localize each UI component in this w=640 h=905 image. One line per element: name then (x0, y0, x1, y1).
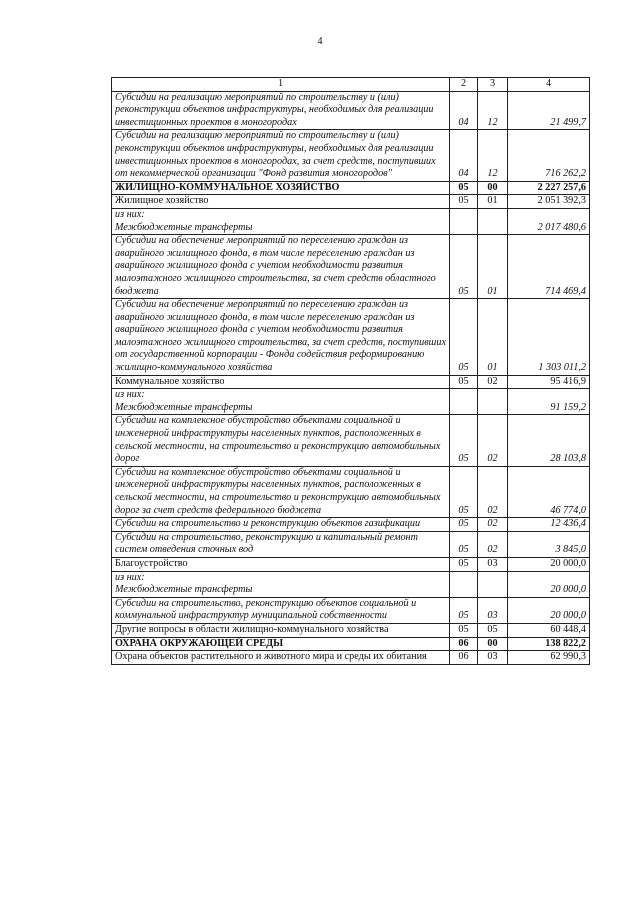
row-subsection: 02 (478, 375, 508, 389)
row-amount: 12 436,4 (508, 518, 590, 532)
row-description: Жилищное хозяйство (112, 195, 450, 209)
row-section: 05 (450, 518, 478, 532)
row-section: 04 (450, 91, 478, 130)
row-section (450, 571, 478, 597)
row-description: Субсидии на строительство, реконструкцию объектов социальной и коммунальной инфраструктур муниципальной собственности (112, 597, 450, 623)
row-amount: 60 448,4 (508, 623, 590, 637)
row-description: Охрана объектов растительного и животного мира и среды их обитания (112, 651, 450, 665)
row-subtitle: Межбюджетные трансферты (115, 401, 253, 413)
table-row (112, 637, 590, 651)
table-row (112, 557, 590, 571)
row-amount: 1 303 011,2 (508, 299, 590, 376)
row-description: Субсидии на реализацию мероприятий по строительству и (или) реконструкции объектов инфраструктуры, необходимых для реализации инвестиционных проектов в моногородах, за счет средств, поступивших от некоммерческой организации "Фонд развития моногородов" (112, 130, 450, 181)
row-description: Коммунальное хозяйство (112, 375, 450, 389)
table-row (112, 181, 590, 195)
row-note: из них: (115, 571, 145, 583)
table-row (112, 375, 590, 389)
row-description (112, 571, 450, 597)
row-amount: 62 990,3 (508, 651, 590, 665)
table-row (112, 91, 590, 130)
row-section: 04 (450, 130, 478, 181)
row-subsection: 12 (478, 91, 508, 130)
row-section: 05 (450, 375, 478, 389)
row-amount: 2 227 257,6 (508, 181, 590, 195)
row-section: 05 (450, 466, 478, 517)
row-description: Субсидии на комплексное обустройство объектами социальной и инженерной инфраструктуры населенных пунктов, расположенных в сельской местности, на строительство и реконструкцию автомобильных дорог (112, 415, 450, 466)
row-section: 05 (450, 235, 478, 299)
row-subtitle: Межбюджетные трансферты (115, 221, 253, 233)
header-col-2: 2 (450, 78, 478, 92)
row-description: Субсидии на реализацию мероприятий по строительству и (или) реконструкции объектов инфраструктуры, необходимых для реализации инвестиционных проектов в моногородах (112, 91, 450, 130)
row-section: 05 (450, 181, 478, 195)
row-amount: 3 845,0 (508, 531, 590, 557)
row-amount: 138 822,2 (508, 637, 590, 651)
table-row (112, 208, 590, 234)
row-subsection: 03 (478, 557, 508, 571)
table-row (112, 235, 590, 299)
row-section: 05 (450, 557, 478, 571)
row-subsection (478, 208, 508, 234)
row-amount: 20 000,0 (508, 557, 590, 571)
row-section: 05 (450, 623, 478, 637)
row-subsection: 03 (478, 651, 508, 665)
row-description: Субсидии на обеспечение мероприятий по переселению граждан из аварийного жилищного фонда, в том числе переселению граждан из аварийного жилищного фонда с учетом необходимости развития малоэтажного жилищного строительства, за счет средств областного бюджета (112, 235, 450, 299)
row-amount: 716 262,2 (508, 130, 590, 181)
header-col-3: 3 (478, 78, 508, 92)
row-amount: 20 000,0 (508, 597, 590, 623)
table-row (112, 466, 590, 517)
row-subtitle: Межбюджетные трансферты (115, 584, 253, 596)
row-description: Благоустройство (112, 557, 450, 571)
row-amount: 2 017 480,6 (508, 208, 590, 234)
row-subsection: 02 (478, 531, 508, 557)
row-section: 05 (450, 299, 478, 376)
row-section (450, 208, 478, 234)
table-row (112, 299, 590, 376)
row-amount: 21 499,7 (508, 91, 590, 130)
row-section: 05 (450, 597, 478, 623)
table-row (112, 130, 590, 181)
table-row (112, 651, 590, 665)
row-amount: 714 469,4 (508, 235, 590, 299)
row-amount: 46 774,0 (508, 466, 590, 517)
row-subsection: 02 (478, 415, 508, 466)
table-row (112, 531, 590, 557)
row-note: из них: (115, 389, 145, 401)
table-row (112, 195, 590, 209)
budget-table (111, 77, 590, 665)
row-subsection: 05 (478, 623, 508, 637)
row-description: Субсидии на строительство и реконструкцию объектов газификации (112, 518, 450, 532)
row-amount: 95 416,9 (508, 375, 590, 389)
row-subsection: 01 (478, 235, 508, 299)
row-section: 06 (450, 651, 478, 665)
row-amount: 2 051 392,3 (508, 195, 590, 209)
row-subsection (478, 571, 508, 597)
table-row (112, 623, 590, 637)
header-col-1: 1 (112, 78, 450, 92)
table-row (112, 571, 590, 597)
row-description (112, 389, 450, 415)
table-row (112, 415, 590, 466)
row-subsection: 02 (478, 518, 508, 532)
table-header-row (112, 78, 590, 92)
row-description: Субсидии на комплексное обустройство объектами социальной и инженерной инфраструктуры населенных пунктов, расположенных в сельской местности, на строительство и реконструкцию автомобильных дорог за счет средств федерального бюджета (112, 466, 450, 517)
row-description: ЖИЛИЩНО-КОММУНАЛЬНОЕ ХОЗЯЙСТВО (112, 181, 450, 195)
row-subsection: 00 (478, 637, 508, 651)
row-section: 06 (450, 637, 478, 651)
row-description: Субсидии на обеспечение мероприятий по переселению граждан из аварийного жилищного фонда, в том числе переселению граждан из аварийного жилищного фонда с учетом необходимости развития малоэтажного жилищного строительства, за счет средств, поступивших от государственной корпорации - Фонда содействия реформированию жилищно-коммунального хозяйства (112, 299, 450, 376)
row-section: 05 (450, 415, 478, 466)
row-description: Другие вопросы в области жилищно-коммунального хозяйства (112, 623, 450, 637)
row-subsection: 01 (478, 195, 508, 209)
row-description (112, 208, 450, 234)
table-row (112, 389, 590, 415)
row-description: Субсидии на строительство, реконструкцию и капитальный ремонт систем отведения сточных вод (112, 531, 450, 557)
table-row (112, 597, 590, 623)
row-subsection: 00 (478, 181, 508, 195)
row-section: 05 (450, 195, 478, 209)
row-amount: 28 103,8 (508, 415, 590, 466)
row-amount: 91 159,2 (508, 389, 590, 415)
row-subsection: 12 (478, 130, 508, 181)
row-amount: 20 000,0 (508, 571, 590, 597)
row-subsection: 01 (478, 299, 508, 376)
header-col-4: 4 (508, 78, 590, 92)
row-subsection: 03 (478, 597, 508, 623)
row-subsection: 02 (478, 466, 508, 517)
row-subsection (478, 389, 508, 415)
row-section: 05 (450, 531, 478, 557)
row-section (450, 389, 478, 415)
page-number: 4 (317, 36, 323, 47)
table-row (112, 518, 590, 532)
row-note: из них: (115, 208, 145, 220)
row-description: ОХРАНА ОКРУЖАЮЩЕЙ СРЕДЫ (112, 637, 450, 651)
